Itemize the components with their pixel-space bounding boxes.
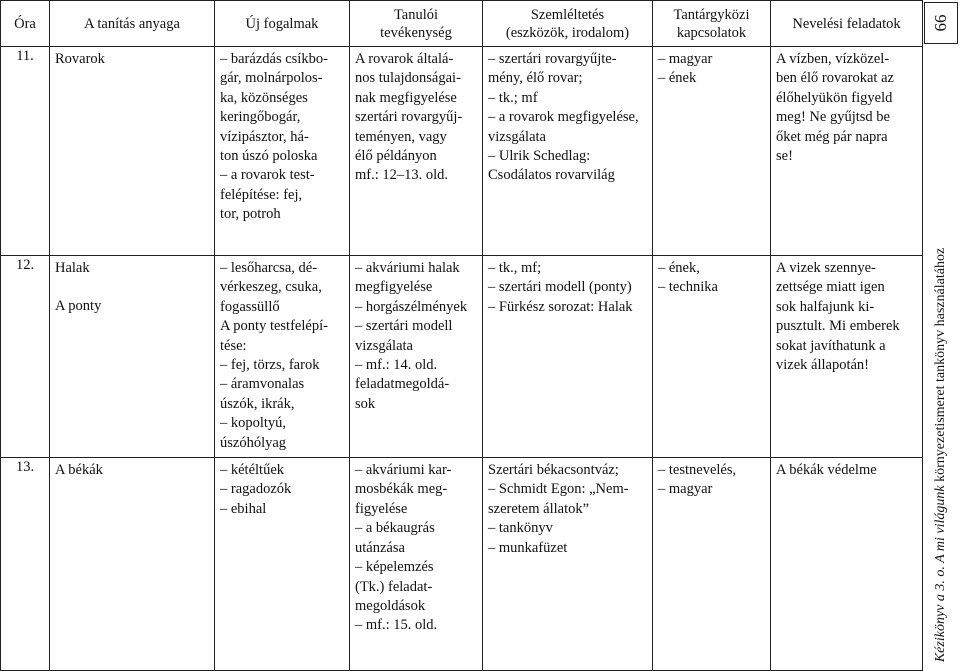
cell-kapcsolatok bbox=[653, 47, 771, 256]
tevekenyseg-line: vizsgálata bbox=[355, 337, 413, 354]
szemleltetes-line: – tk., mf; bbox=[488, 260, 542, 276]
cell-kapcsolatok bbox=[653, 256, 771, 458]
tevekenyseg-line: – akváriumi halak bbox=[355, 260, 460, 276]
cell-szemleltetes bbox=[483, 47, 653, 256]
anyag-line: Rovarok bbox=[55, 51, 105, 67]
page-number: 66 bbox=[931, 14, 950, 32]
neveles-line: A vízben, vízközel- bbox=[776, 51, 890, 67]
fogalmak-line: – kétéltűek bbox=[220, 462, 285, 479]
cell-fogalmak bbox=[215, 256, 350, 458]
tevekenyseg-line: megfigyelése bbox=[355, 279, 433, 296]
tevekenyseg-line: teményen, vagy bbox=[355, 128, 447, 145]
anyag-line: A békák bbox=[55, 462, 103, 479]
tevekenyseg-line: élő példányon bbox=[355, 148, 437, 165]
fogalmak-line: A ponty testfelépí- bbox=[220, 318, 328, 335]
szemleltetes-line: Szertári békacsontváz; bbox=[488, 462, 619, 479]
side-note bbox=[933, 248, 949, 662]
cell-anyag bbox=[50, 256, 215, 458]
cell-fogalmak bbox=[215, 47, 350, 256]
szemleltetes-line: – tk.; mf bbox=[488, 89, 538, 106]
header-row bbox=[1, 1, 923, 47]
cell-ora: 12. bbox=[1, 256, 50, 458]
side-note-italic: Kézikönyv a 3. o. A mi világunk bbox=[933, 485, 948, 663]
fogalmak-line: úszóhólyag bbox=[220, 434, 287, 451]
kapcsolatok-line: – technika bbox=[658, 279, 718, 296]
fogalmak-line: tor, potroh bbox=[220, 206, 281, 223]
tevekenyseg-line: nak megfigyelése bbox=[355, 89, 457, 106]
szemleltetes-line: vizsgálata bbox=[488, 128, 546, 145]
szemleltetes-line: Csodálatos rovarvilág bbox=[488, 167, 615, 184]
cell-szemleltetes bbox=[483, 458, 653, 671]
tevekenyseg-line: feladatmegoldá- bbox=[355, 376, 450, 393]
tevekenyseg-line: nos tulajdonságai- bbox=[355, 70, 461, 87]
cell-anyag bbox=[50, 458, 215, 671]
tevekenyseg-line: sok bbox=[355, 395, 376, 412]
neveles-line: A vizek szennye- bbox=[776, 260, 876, 276]
kapcsolatok-line: – ének, bbox=[658, 260, 700, 276]
cell-ora: 13. bbox=[1, 458, 50, 671]
lesson-row bbox=[1, 458, 923, 671]
tevekenyseg-line: (Tk.) feladat- bbox=[355, 578, 433, 595]
cell-neveles bbox=[771, 458, 923, 671]
cell-fogalmak bbox=[215, 458, 350, 671]
szemleltetes-line: – szertári modell (ponty) bbox=[488, 279, 632, 296]
header-fogalmak: Új fogalmak bbox=[215, 1, 350, 47]
neveles-line: élőhelyükön figyeld bbox=[776, 89, 893, 106]
header-szemleltetes: Szemléltetés (eszközök, irodalom) bbox=[483, 1, 653, 47]
cell-tevekenyseg bbox=[350, 458, 483, 671]
neveles-line: vizek állapotán! bbox=[776, 357, 869, 374]
neveles-line: meg! Ne gyűjtsd be bbox=[776, 109, 890, 126]
cell-ora: 11. bbox=[1, 47, 50, 256]
neveles-line: A békák védelme bbox=[776, 462, 877, 479]
fogalmak-line: ka, közönséges bbox=[220, 89, 308, 106]
header-ora: Óra bbox=[1, 1, 50, 47]
fogalmak-line: úszók, ikrák, bbox=[220, 395, 295, 412]
fogalmak-line: – fej, törzs, farok bbox=[220, 357, 320, 374]
szemleltetes-line: – Ulrik Schedlag: bbox=[488, 148, 591, 165]
szemleltetes-line: – tankönyv bbox=[488, 520, 553, 537]
tevekenyseg-line: – szertári modell bbox=[355, 318, 453, 335]
neveles-line: zettsége miatt igen bbox=[776, 279, 885, 296]
tevekenyseg-line: utánzása bbox=[355, 539, 405, 556]
tevekenyseg-line: mf.: 12–13. old. bbox=[355, 167, 449, 184]
fogalmak-line: tése: bbox=[220, 337, 247, 354]
tevekenyseg-line: – mf.: 14. old. bbox=[355, 357, 438, 374]
szemleltetes-line: mény, élő rovar; bbox=[488, 70, 583, 87]
fogalmak-line: gár, molnárpolos- bbox=[220, 70, 323, 87]
fogalmak-line: vízipásztor, há- bbox=[220, 128, 309, 145]
fogalmak-line: – kopoltyú, bbox=[220, 415, 287, 432]
neveles-line: ben élő rovarokat az bbox=[776, 70, 894, 87]
neveles-line: őket még pár napra bbox=[776, 128, 888, 145]
cell-neveles bbox=[771, 256, 923, 458]
tevekenyseg-line: A rovarok általá- bbox=[355, 51, 454, 67]
tevekenyseg-line: – mf.: 15. old. bbox=[355, 617, 438, 634]
anyag-line: Halak bbox=[55, 260, 90, 276]
anyag-line: A ponty bbox=[55, 298, 102, 315]
kapcsolatok-line: – testnevelés, bbox=[658, 462, 737, 479]
fogalmak-line: – barázdás csíkbo- bbox=[220, 51, 328, 67]
fogalmak-line: felépítése: fej, bbox=[220, 186, 303, 203]
cell-tevekenyseg bbox=[350, 47, 483, 256]
tevekenyseg-line: figyelése bbox=[355, 500, 408, 517]
neveles-line: sok halfajunk ki- bbox=[776, 298, 875, 315]
tevekenyseg-line: – horgászélmények bbox=[355, 298, 468, 315]
fogalmak-line: fogassüllő bbox=[220, 298, 280, 315]
szemleltetes-line: szeretem állatok” bbox=[488, 500, 590, 517]
cell-anyag bbox=[50, 47, 215, 256]
kapcsolatok-line: – ének bbox=[658, 70, 697, 87]
neveles-line: sokat javíthatunk a bbox=[776, 337, 886, 354]
fogalmak-line: – a rovarok test- bbox=[220, 167, 315, 184]
kapcsolatok-line: – magyar bbox=[658, 481, 713, 498]
tevekenyseg-line: – akváriumi kar- bbox=[355, 462, 452, 479]
fogalmak-line: ton úszó poloska bbox=[220, 148, 318, 165]
szemleltetes-line: – munkafüzet bbox=[488, 539, 568, 556]
header-neveles: Nevelési feladatok bbox=[771, 1, 923, 47]
cell-tevekenyseg bbox=[350, 256, 483, 458]
fogalmak-line: – ebihal bbox=[220, 500, 267, 517]
fogalmak-line: vérkeszeg, csuka, bbox=[220, 279, 322, 296]
header-anyag: A tanítás anyaga bbox=[50, 1, 215, 47]
tevekenyseg-line: – a békaugrás bbox=[355, 520, 435, 537]
szemleltetes-line: – Fürkész sorozat: Halak bbox=[488, 298, 633, 315]
szemleltetes-line: – Schmidt Egon: „Nem- bbox=[488, 481, 629, 498]
neveles-line: se! bbox=[776, 148, 793, 165]
fogalmak-line: – ragadozók bbox=[220, 481, 292, 498]
kapcsolatok-line: – magyar bbox=[658, 51, 713, 67]
cell-szemleltetes bbox=[483, 256, 653, 458]
szemleltetes-line: – szertári rovargyűjte- bbox=[488, 51, 617, 67]
neveles-line: pusztult. Mi emberek bbox=[776, 318, 900, 335]
header-tevekenyseg: Tanulói tevékenység bbox=[350, 1, 483, 47]
cell-kapcsolatok bbox=[653, 458, 771, 671]
header-kapcsolatok: Tantárgyközi kapcsolatok bbox=[653, 1, 771, 47]
cell-neveles bbox=[771, 47, 923, 256]
fogalmak-line: keringőbogár, bbox=[220, 109, 301, 126]
fogalmak-line: – lesőharcsa, dé- bbox=[220, 260, 318, 276]
page-number-box bbox=[924, 2, 958, 44]
side-note-rest: környezetismeret tankönyv használatához bbox=[933, 247, 948, 486]
tevekenyseg-line: mosbékák meg- bbox=[355, 481, 448, 498]
tevekenyseg-line: – képelemzés bbox=[355, 559, 434, 576]
szemleltetes-line: – a rovarok megfigyelése, bbox=[488, 109, 639, 126]
tevekenyseg-line: szertári rovargyűj- bbox=[355, 109, 463, 126]
fogalmak-line: – áramvonalas bbox=[220, 376, 305, 393]
lesson-row bbox=[1, 47, 923, 256]
lesson-row bbox=[1, 256, 923, 458]
tevekenyseg-line: megoldások bbox=[355, 597, 426, 614]
